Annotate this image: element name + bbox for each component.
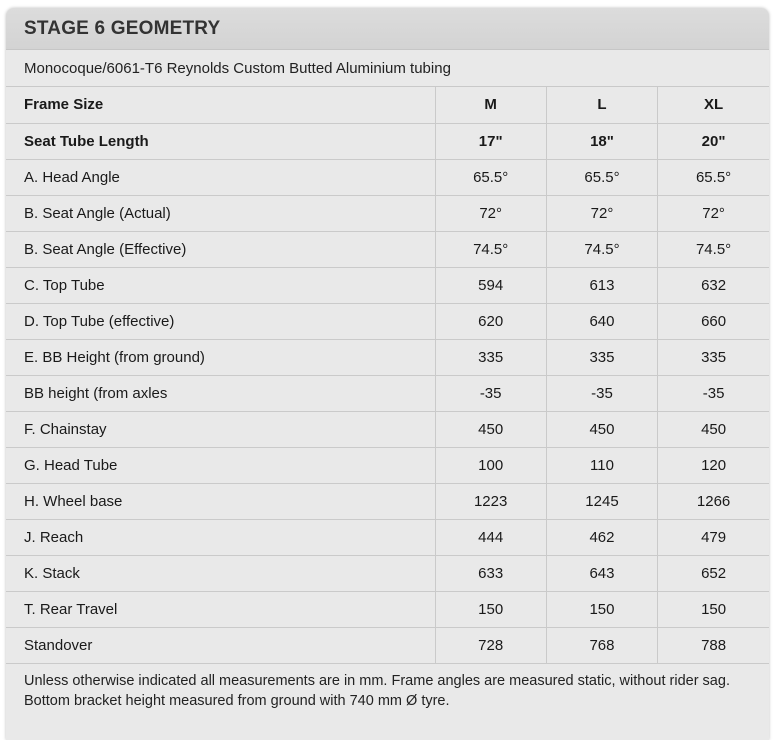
table-row — [6, 483, 769, 519]
table-row — [6, 159, 769, 195]
cell-value: 74.5° — [546, 231, 657, 267]
cell-value: 1245 — [546, 483, 657, 519]
cell-value: 788 — [658, 627, 769, 663]
row-label: H. Wheel base — [6, 483, 435, 519]
table-row — [6, 195, 769, 231]
cell-value: 450 — [658, 411, 769, 447]
table-row — [6, 339, 769, 375]
cell-value: 100 — [435, 447, 546, 483]
cell-value: 335 — [546, 339, 657, 375]
table-row — [6, 303, 769, 339]
row-label: B. Seat Angle (Actual) — [6, 195, 435, 231]
table-row — [6, 375, 769, 411]
cell-value: 110 — [546, 447, 657, 483]
row-label: C. Top Tube — [6, 267, 435, 303]
table-row — [6, 627, 769, 663]
cell-value: 72° — [435, 195, 546, 231]
cell-value: 768 — [546, 627, 657, 663]
frame-size-header: Frame Size — [6, 87, 435, 123]
row-label: BB height (from axles — [6, 375, 435, 411]
cell-value: 74.5° — [658, 231, 769, 267]
cell-value: 65.5° — [546, 159, 657, 195]
seat-tube-value: 18" — [546, 123, 657, 159]
panel-header — [6, 8, 769, 50]
cell-value: 652 — [658, 555, 769, 591]
cell-value: 150 — [435, 591, 546, 627]
row-label: B. Seat Angle (Effective) — [6, 231, 435, 267]
table-row — [6, 267, 769, 303]
seat-tube-value: 17" — [435, 123, 546, 159]
row-label: E. BB Height (from ground) — [6, 339, 435, 375]
cell-value: 450 — [435, 411, 546, 447]
table-row — [6, 411, 769, 447]
cell-value: 72° — [658, 195, 769, 231]
table-row — [6, 519, 769, 555]
cell-value: 640 — [546, 303, 657, 339]
cell-value: 633 — [435, 555, 546, 591]
cell-value: 479 — [658, 519, 769, 555]
cell-value: 335 — [658, 339, 769, 375]
size-header: M — [435, 87, 546, 123]
page-title: STAGE 6 GEOMETRY — [24, 17, 221, 39]
cell-value: -35 — [435, 375, 546, 411]
cell-value: -35 — [546, 375, 657, 411]
cell-value: 620 — [435, 303, 546, 339]
cell-value: 643 — [546, 555, 657, 591]
table-row — [6, 555, 769, 591]
row-label: A. Head Angle — [6, 159, 435, 195]
size-header: XL — [658, 87, 769, 123]
header-row — [6, 87, 769, 123]
cell-value: 613 — [546, 267, 657, 303]
table-row — [6, 591, 769, 627]
footnote: Unless otherwise indicated all measurements are in mm. Frame angles are measured static, without rider sag. Bottom bracket height measured from ground with 740 mm Ø tyre. — [24, 672, 730, 709]
cell-value: 72° — [546, 195, 657, 231]
seat-tube-row — [6, 123, 769, 159]
row-label: K. Stack — [6, 555, 435, 591]
cell-value: -35 — [658, 375, 769, 411]
table-row — [6, 447, 769, 483]
table-row — [6, 231, 769, 267]
cell-value: 150 — [546, 591, 657, 627]
cell-value: 74.5° — [435, 231, 546, 267]
seat-tube-value: 20" — [658, 123, 769, 159]
cell-value: 1266 — [658, 483, 769, 519]
cell-value: 1223 — [435, 483, 546, 519]
cell-value: 462 — [546, 519, 657, 555]
cell-value: 120 — [658, 447, 769, 483]
material-description: Monocoque/6061-T6 Reynolds Custom Butted Aluminium tubing — [6, 50, 769, 87]
row-label: Standover — [6, 627, 435, 663]
cell-value: 450 — [546, 411, 657, 447]
cell-value: 728 — [435, 627, 546, 663]
cell-value: 594 — [435, 267, 546, 303]
cell-value: 660 — [658, 303, 769, 339]
cell-value: 150 — [658, 591, 769, 627]
cell-value: 632 — [658, 267, 769, 303]
geometry-table — [6, 87, 769, 664]
cell-value: 65.5° — [658, 159, 769, 195]
size-header: L — [546, 87, 657, 123]
row-label: G. Head Tube — [6, 447, 435, 483]
cell-value: 335 — [435, 339, 546, 375]
geometry-panel — [6, 8, 769, 740]
row-label: J. Reach — [6, 519, 435, 555]
row-label: F. Chainstay — [6, 411, 435, 447]
row-label: D. Top Tube (effective) — [6, 303, 435, 339]
cell-value: 444 — [435, 519, 546, 555]
seat-tube-label: Seat Tube Length — [6, 123, 435, 159]
cell-value: 65.5° — [435, 159, 546, 195]
row-label: T. Rear Travel — [6, 591, 435, 627]
